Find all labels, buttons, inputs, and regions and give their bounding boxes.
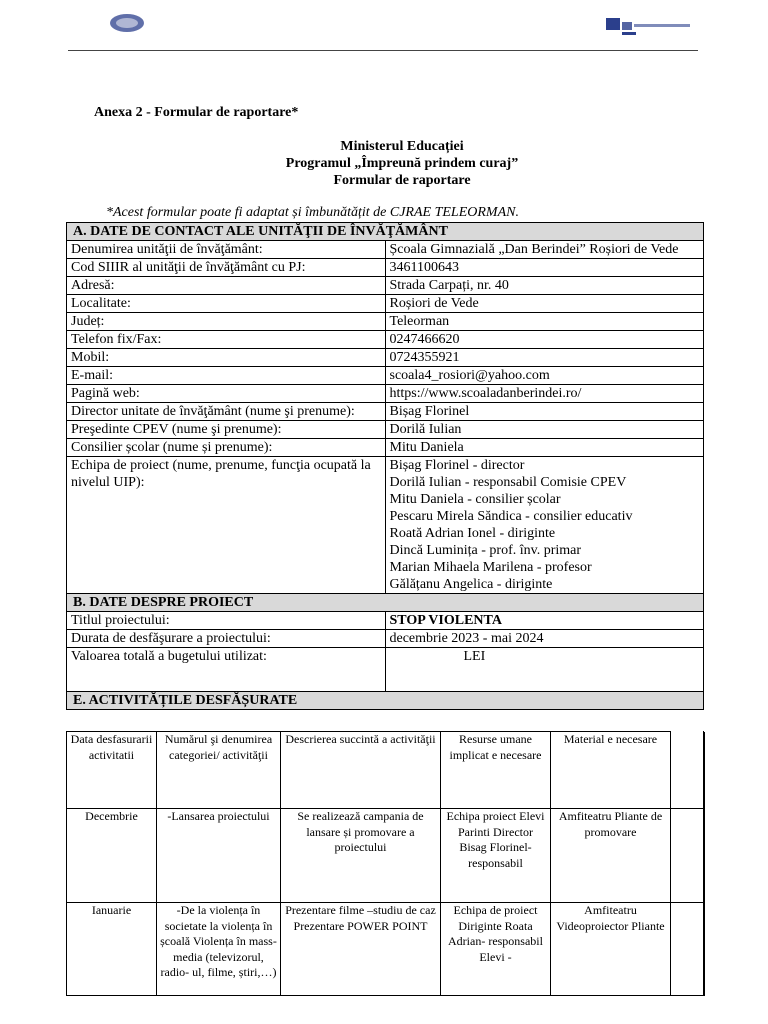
table-row xyxy=(67,331,704,349)
row-value: Dorilă Iulian xyxy=(385,421,704,439)
team-member: Marian Mihaela Marilena - profesor xyxy=(389,560,592,575)
row-label: Cod SIIIR al unităţii de învăţământ cu PJ: xyxy=(67,259,386,277)
team-member: Roată Adrian Ionel - diriginte xyxy=(389,526,556,541)
table-outer-border xyxy=(66,995,704,996)
row-label: Consilier școlar (nume și prenume): xyxy=(67,439,386,457)
table-row xyxy=(67,367,704,385)
blank-cell xyxy=(671,903,705,996)
activity-name: -De la violența în societate la violența în școală Violența în mass-media (televizorul, radio- ul, filme, știri,…) xyxy=(157,903,281,996)
col-header-materials: Material e necesare xyxy=(551,732,671,809)
col-header-human-resources: Resurse umane implicat e necesare xyxy=(441,732,551,809)
table-row xyxy=(67,313,704,331)
row-label: Denumirea unităţii de învăţământ: xyxy=(67,241,386,259)
activity-human-resources: Echipa proiect Elevi Parinti Director Bisag Florinel- responsabil xyxy=(441,809,551,903)
row-value: Strada Carpați, nr. 40 xyxy=(385,277,704,295)
website-link[interactable]: https://www.scoaladanberindei.ro/ xyxy=(385,385,704,403)
table-row xyxy=(67,439,704,457)
email-value[interactable]: scoala4_rosiori@yahoo.com xyxy=(385,367,704,385)
row-label: Mobil: xyxy=(67,349,386,367)
cjrae-logo-icon xyxy=(606,12,692,38)
adaptation-note: *Acest formular poate fi adaptat și îmbunătățit de CJRAE TELEORMAN. xyxy=(106,205,519,220)
table-row xyxy=(67,349,704,367)
row-label: Durata de desfăşurare a proiectului: xyxy=(67,630,386,648)
blank-cell xyxy=(671,809,705,903)
ministry-logo-icon xyxy=(108,12,146,34)
table-row xyxy=(67,403,704,421)
col-header-description: Descrierea succintă a activităţii xyxy=(281,732,441,809)
row-value: Mitu Daniela xyxy=(385,439,704,457)
header-rule xyxy=(68,50,698,51)
row-value: Teleorman xyxy=(385,313,704,331)
activity-date: Ianuarie xyxy=(67,903,157,996)
ministry-title: Ministerul Educației xyxy=(340,139,464,154)
activity-materials: Amfiteatru Pliante de promovare xyxy=(551,809,671,903)
row-label: E-mail: xyxy=(67,367,386,385)
table-row xyxy=(67,421,704,439)
table-row xyxy=(67,241,704,259)
activities-table xyxy=(66,731,705,996)
activity-materials: Amfiteatru Videoproiector Pliante xyxy=(551,903,671,996)
table-row xyxy=(67,295,704,313)
row-label: Adresă: xyxy=(67,277,386,295)
team-member: Bișag Florinel - director xyxy=(389,458,525,473)
form-title: Formular de raportare xyxy=(333,173,471,188)
project-title-value: STOP VIOLENTA xyxy=(385,612,704,630)
budget-currency: LEI xyxy=(463,649,486,664)
row-label: Localitate: xyxy=(67,295,386,313)
annex-title: Anexa 2 - Formular de raportare* xyxy=(94,105,299,120)
table-row xyxy=(67,385,704,403)
table-row xyxy=(67,630,704,648)
team-member: Pescaru Mirela Săndica - consilier educativ xyxy=(389,509,633,524)
section-e-header xyxy=(67,692,704,710)
row-value: decembrie 2023 - mai 2024 xyxy=(385,630,704,648)
row-label: Pagină web: xyxy=(67,385,386,403)
team-member: Dincă Luminița - prof. înv. primar xyxy=(389,543,582,558)
activity-name: -Lansarea proiectului xyxy=(157,809,281,903)
form-titles xyxy=(0,138,768,189)
budget-value xyxy=(385,648,704,692)
table-row xyxy=(67,259,704,277)
team-member: Dorilă Iulian - responsabil Comisie CPEV xyxy=(389,475,627,490)
row-value: Bișag Florinel xyxy=(385,403,704,421)
table-outer-border xyxy=(703,731,704,996)
section-a-header xyxy=(67,223,704,241)
row-label: Director unitate de învăţământ (nume şi prenume): xyxy=(67,403,386,421)
row-label: Telefon fix/Fax: xyxy=(67,331,386,349)
report-form-table xyxy=(66,222,704,710)
table-row xyxy=(67,457,704,594)
activity-date: Decembrie xyxy=(67,809,157,903)
team-member: Mitu Daniela - consilier școlar xyxy=(389,492,561,507)
table-row xyxy=(67,277,704,295)
row-value: 3461100643 xyxy=(385,259,704,277)
table-row xyxy=(67,809,705,903)
col-header-date: Data desfasurarii activitatii xyxy=(67,732,157,809)
row-value: Roșiori de Vede xyxy=(385,295,704,313)
section-a-title: A. DATE DE CONTACT ALE UNITĂŢII DE ÎNVĂŢĂMÂNT xyxy=(67,223,704,241)
section-b-header xyxy=(67,594,704,612)
table-row xyxy=(67,903,705,996)
row-value: Școala Gimnazială „Dan Berindei” Roșiori de Vede xyxy=(385,241,704,259)
col-header-activity: Numărul şi denumirea categoriei/ activităţii xyxy=(157,732,281,809)
activity-human-resources: Echipa de proiect Diriginte Roata Adrian- responsabil Elevi - xyxy=(441,903,551,996)
team-list xyxy=(385,457,704,594)
activity-description: Prezentare filme –studiu de caz Prezentare POWER POINT xyxy=(281,903,441,996)
program-title: Programul „Împreună prindem curaj” xyxy=(285,156,519,171)
activities-header-row xyxy=(67,732,705,809)
team-member: Gălățanu Angelica - diriginte xyxy=(389,577,553,592)
section-e-title: E. ACTIVITĂȚILE DESFĂȘURATE xyxy=(67,692,704,710)
row-label: Preşedinte CPEV (nume şi prenume): xyxy=(67,421,386,439)
table-row xyxy=(67,648,704,692)
row-label: Titlul proiectului: xyxy=(67,612,386,630)
row-label: Valoarea totală a bugetului utilizat: xyxy=(67,648,386,692)
row-label: Județ: xyxy=(67,313,386,331)
row-value: 0724355921 xyxy=(385,349,704,367)
row-value: 0247466620 xyxy=(385,331,704,349)
section-b-title: B. DATE DESPRE PROIECT xyxy=(67,594,704,612)
team-label: Echipa de proiect (nume, prenume, funcţia ocupată la nivelul UIP): xyxy=(67,457,386,594)
blank-cell xyxy=(671,732,705,809)
table-row xyxy=(67,612,704,630)
activity-description: Se realizează campania de lansare și promovare a proiectului xyxy=(281,809,441,903)
